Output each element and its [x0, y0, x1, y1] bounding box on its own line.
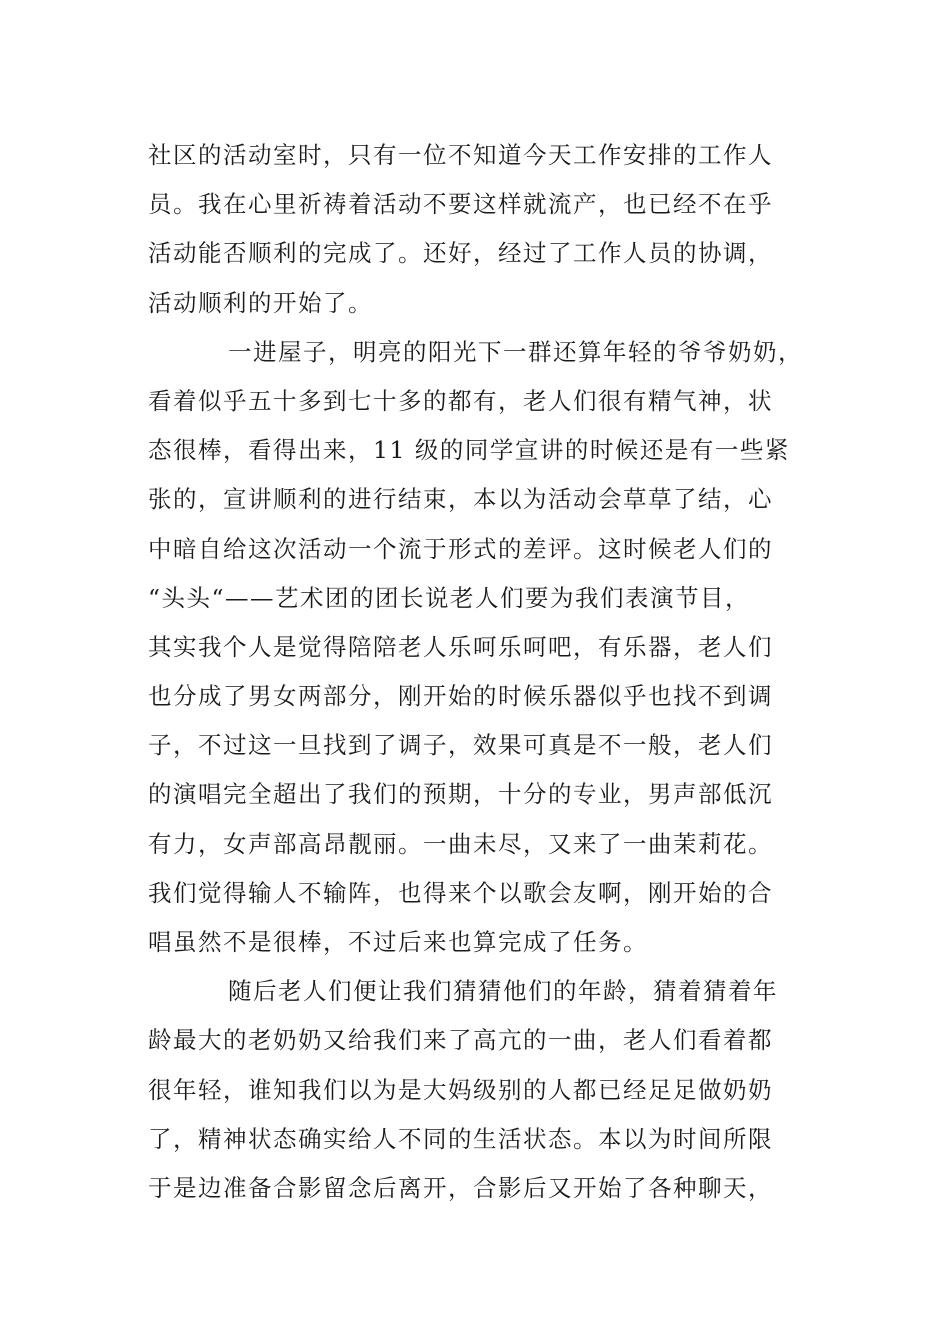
text-line: 态很棒，看得出来，11 级的同学宣讲的时候还是有一些紧	[148, 436, 790, 465]
text-line: 中暗自给这次活动一个流于形式的差评。这时候老人们的	[148, 534, 773, 563]
text-line: 员。我在心里祈祷着活动不要这样就流产，也已经不在乎	[148, 190, 773, 219]
paragraph-first-line: 一进屋子，明亮的阳光下一群还算年轻的爷爷奶奶，	[228, 337, 803, 366]
text-line: 于是边准备合影留念后离开，合影后又开始了各种聊天，	[148, 1173, 773, 1202]
text-line: 了，精神状态确实给人不同的生活状态。本以为时间所限	[148, 1124, 773, 1153]
text-line: 张的，宣讲顺利的进行结束，本以为活动会草草了结，心	[148, 485, 773, 514]
text-line: 其实我个人是觉得陪陪老人乐呵乐呵吧，有乐器，老人们	[148, 632, 773, 661]
text-line: 社区的活动室时，只有一位不知道今天工作安排的工作人	[148, 141, 773, 169]
text-line: 龄最大的老奶奶又给我们来了高亢的一曲，老人们看着都	[148, 1026, 773, 1055]
text-line: 也分成了男女两部分，刚开始的时候乐器似乎也找不到调	[148, 682, 773, 711]
body-text	[148, 131, 813, 1213]
text-line: 的演唱完全超出了我们的预期，十分的专业，男声部低沉	[148, 780, 773, 809]
paragraph-first-line: 随后老人们便让我们猜猜他们的年龄，猜着猜着年	[228, 977, 778, 1006]
text-line: “头头“——艺术团的团长说老人们要为我们表演节目，	[148, 583, 751, 612]
text-line: 子，不过这一旦找到了调子，效果可真是不一般，老人们	[148, 731, 773, 760]
text-line: 看着似乎五十多到七十多的都有，老人们很有精气神，状	[148, 386, 773, 415]
text-line: 我们觉得输人不输阵，也得来个以歌会友啊，刚开始的合	[148, 878, 773, 907]
text-line: 唱虽然不是很棒，不过后来也算完成了任务。	[148, 928, 648, 956]
text-line: 活动顺利的开始了。	[148, 288, 373, 317]
text-line: 有力，女声部高昂靓丽。一曲未尽，又来了一曲茉莉花。	[148, 829, 773, 858]
text-line: 很年轻，谁知我们以为是大妈级别的人都已经足足做奶奶	[148, 1075, 773, 1104]
text-line: 活动能否顺利的完成了。还好，经过了工作人员的协调，	[148, 239, 773, 268]
